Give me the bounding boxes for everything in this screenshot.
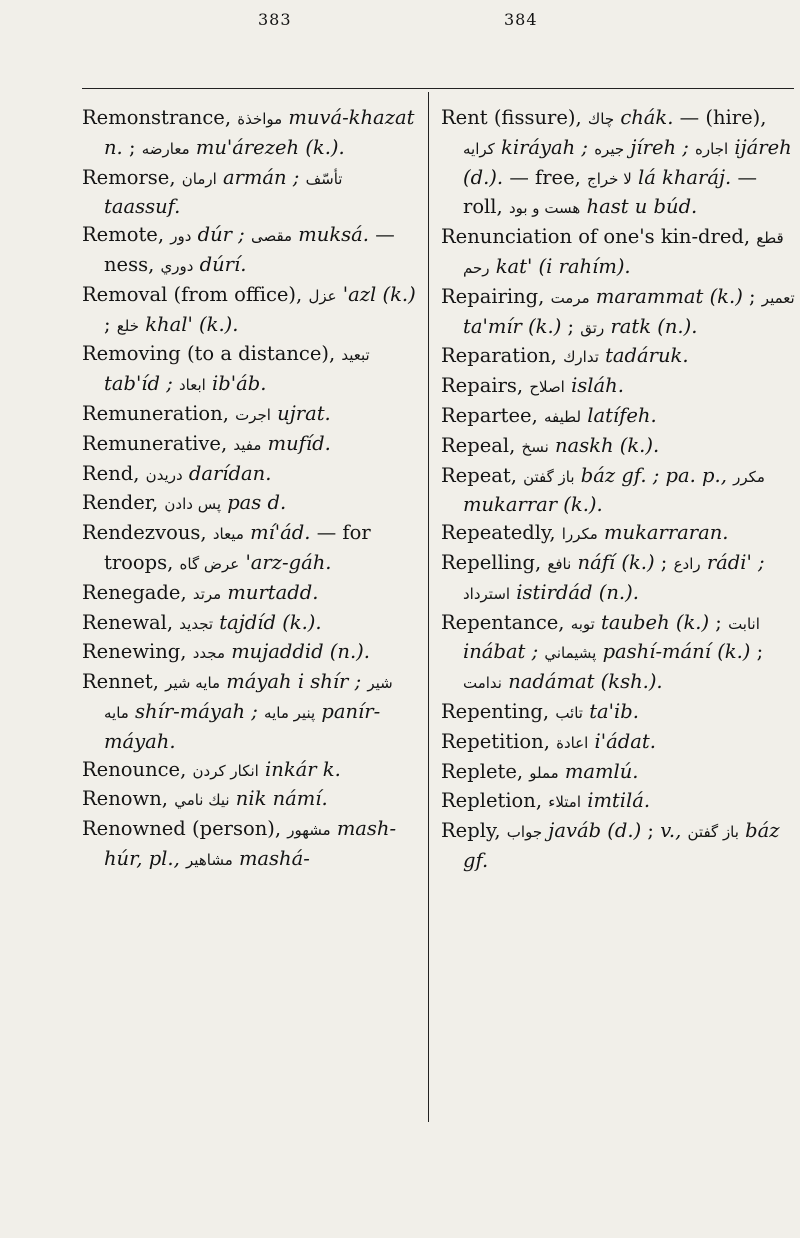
gloss-text: (fissure),: [493, 106, 582, 129]
persian-script: رادع: [673, 554, 701, 573]
transliteration: báz gf.: [463, 819, 780, 872]
transliteration: kiráyah ;: [501, 135, 588, 159]
dictionary-entry: [441, 104, 796, 223]
dictionary-entry: [441, 432, 796, 462]
dictionary-entry: [441, 758, 796, 788]
gloss-text: of one's kin-dred,: [578, 225, 751, 249]
headword: Rendezvous,: [82, 521, 207, 545]
transliteration: báz gf. ;: [580, 463, 660, 487]
persian-script: اجاره: [695, 139, 729, 158]
gloss-text: — free,: [509, 165, 581, 189]
persian-script: رتق: [580, 318, 605, 337]
transliteration: dúrí.: [199, 252, 247, 276]
dictionary-entry: [441, 283, 796, 343]
persian-script: عرض گاه: [179, 554, 240, 573]
transliteration: mashá-: [238, 846, 310, 870]
transliteration: kat' (i rahím).: [495, 254, 631, 278]
headword: Repenting,: [441, 699, 550, 723]
headword: Removing: [82, 342, 181, 366]
persian-script: دور: [170, 227, 192, 246]
persian-script: لطيفه: [543, 407, 582, 426]
left-column: [82, 104, 416, 875]
headword: Renowned: [82, 817, 186, 841]
persian-script: مرمت: [550, 288, 590, 307]
dictionary-entry: [441, 519, 796, 549]
dictionary-entry: [441, 698, 796, 728]
transliteration: marammat: [595, 284, 704, 308]
transliteration: latífeh.: [587, 403, 657, 427]
dictionary-entry: [82, 340, 416, 400]
dictionary-entry: [82, 638, 416, 668]
dictionary-entry: [82, 400, 416, 430]
transliteration: darídan.: [188, 461, 272, 485]
headword: Remuneration,: [82, 401, 229, 425]
persian-script: مرتد: [192, 584, 222, 603]
transliteration: muvá-khazat: [288, 106, 415, 129]
dictionary-entry: [82, 460, 416, 490]
transliteration: muksá.: [298, 223, 369, 247]
dictionary-entry: [82, 281, 416, 341]
persian-script: پشيماني: [544, 644, 597, 663]
transliteration: ujrat.: [277, 401, 331, 425]
persian-script: مجدد: [192, 644, 225, 663]
dictionary-entry: [82, 221, 416, 281]
transliteration: ratk: [610, 314, 652, 338]
grammar-abbrev: n.: [104, 135, 123, 159]
persian-script: نسخ: [521, 437, 549, 456]
persian-script: ارمان: [181, 169, 217, 188]
dictionary-entry: [82, 668, 416, 755]
persian-script: مفيد: [233, 435, 262, 454]
dictionary-entry: [82, 756, 416, 786]
header-rule: [82, 88, 794, 89]
gloss-text: ;: [749, 284, 756, 308]
persian-script: اصلاح: [529, 378, 565, 397]
persian-script: انكار كردن: [192, 761, 259, 780]
gloss-text: ;: [660, 550, 668, 574]
grammar-abbrev: v.,: [660, 819, 682, 843]
headword: Repairing,: [441, 284, 545, 308]
persian-script: مايه شير: [165, 674, 221, 693]
headword: Remorse,: [82, 165, 176, 189]
gloss-text: — roll,: [463, 165, 757, 219]
transliteration: nik námí.: [235, 787, 328, 811]
transliteration: ib'áb.: [212, 372, 267, 396]
transliteration: mash-húr,: [104, 817, 397, 870]
dictionary-entry: [441, 223, 796, 283]
persian-script: امتلاء: [548, 793, 581, 812]
persian-script: نافع: [547, 554, 572, 573]
persian-script: جواب: [506, 823, 543, 842]
dictionary-entry: [82, 519, 416, 579]
transliteration: tadáruk.: [605, 344, 689, 368]
grammar-abbrev: (ksh.).: [600, 670, 663, 694]
dictionary-entry: [441, 728, 796, 758]
transliteration: inábat ;: [463, 640, 539, 664]
transliteration: armán ;: [222, 165, 300, 189]
persian-script: جيره: [594, 139, 625, 158]
dictionary-entry: [441, 609, 796, 698]
dictionary-entry: [82, 164, 416, 222]
headword: Repetition,: [441, 729, 550, 753]
right-column: [441, 104, 796, 875]
dictionary-entry: [82, 815, 416, 875]
grammar-abbrev: (d.).: [463, 165, 504, 189]
persian-script: ابعاد: [179, 376, 206, 395]
persian-script: استرداد: [463, 584, 511, 603]
headword: Repeat,: [441, 463, 517, 487]
gloss-text: ;: [567, 314, 575, 338]
grammar-abbrev: (d.): [607, 819, 642, 843]
transliteration: javáb: [548, 819, 602, 843]
headword: Render,: [82, 491, 159, 515]
dictionary-entry: [441, 402, 796, 432]
persian-script: پس دادن: [164, 495, 221, 514]
page-number-left: 383: [258, 10, 292, 29]
transliteration: mukarrar: [463, 493, 558, 517]
transliteration: 'arz-gáh.: [245, 550, 332, 574]
persian-script: باز گفتن: [523, 467, 575, 486]
headword: Renewal,: [82, 610, 174, 634]
grammar-abbrev: (k.): [382, 282, 416, 306]
persian-script: ندامت: [463, 674, 502, 693]
persian-script: هست و بود: [508, 199, 581, 218]
transliteration: ta'ib.: [589, 699, 639, 723]
transliteration: mujaddid: [231, 640, 324, 664]
gloss-text: — for troops,: [104, 521, 371, 574]
dictionary-entry: [441, 462, 796, 520]
persian-script: اجرت: [235, 405, 271, 424]
transliteration: i'ádat.: [594, 729, 656, 753]
gloss-text: ;: [128, 135, 136, 159]
gloss-text: ;: [715, 610, 722, 634]
dictionary-entry: [441, 342, 796, 372]
headword: Reparation,: [441, 344, 557, 368]
transliteration: taassuf.: [104, 195, 181, 219]
grammar-abbrev: (k.).: [305, 135, 345, 159]
column-divider: [428, 92, 429, 1122]
persian-script: تبعيد: [341, 346, 370, 365]
headword: Remonstrance,: [82, 106, 232, 129]
gloss-text: ;: [104, 312, 111, 336]
headword: Repeal,: [441, 433, 516, 457]
persian-script: نيك نامي: [174, 791, 230, 810]
headword: Renunciation: [441, 225, 573, 249]
transliteration: hast u búd.: [586, 195, 698, 219]
transliteration: mufíd.: [267, 431, 331, 455]
grammar-abbrev: (n.).: [598, 580, 639, 604]
transliteration: lá kharáj.: [637, 165, 732, 189]
transliteration: murtadd.: [227, 580, 319, 604]
transliteration: mamlú.: [564, 759, 639, 783]
transliteration: chák.: [620, 106, 674, 129]
persian-script: مكرر: [733, 467, 765, 486]
headword: Repeatedly,: [441, 521, 556, 545]
gloss-text: —ness,: [104, 223, 395, 276]
transliteration: imtilá.: [587, 789, 651, 813]
persian-script: انابت: [728, 614, 760, 633]
transliteration: máyah i shír ;: [226, 670, 362, 694]
persian-script: مواخذة: [237, 110, 283, 128]
transliteration: istirdád: [516, 580, 593, 604]
transliteration: isláh.: [571, 374, 624, 398]
persian-script: ميعاد: [212, 525, 244, 544]
grammar-abbrev: (k.).: [619, 433, 660, 457]
dictionary-entry: [82, 430, 416, 460]
persian-script: عزل: [308, 286, 337, 305]
transliteration: tab'íd ;: [104, 372, 173, 396]
transliteration: taubeh: [601, 610, 670, 634]
gloss-text: (from office),: [173, 282, 303, 306]
grammar-abbrev: (k.): [717, 640, 751, 664]
headword: Reply,: [441, 819, 501, 843]
headword: Renewing,: [82, 640, 187, 664]
transliteration: inkár k.: [265, 757, 341, 781]
gloss-text: (to a distance),: [186, 342, 336, 366]
transliteration: mukarraran.: [604, 521, 729, 545]
dictionary-entry: [82, 579, 416, 609]
headword: Renown,: [82, 787, 168, 811]
headword: Remote,: [82, 223, 165, 247]
dictionary-entry: [441, 549, 796, 609]
headword: Renegade,: [82, 580, 187, 604]
persian-script: تعمير: [761, 288, 795, 307]
headword: Remunerative,: [82, 431, 228, 455]
transliteration: mí'ád.: [250, 521, 311, 545]
gloss-text: (person),: [192, 817, 282, 841]
grammar-abbrev: (k.).: [199, 312, 239, 336]
persian-script: لا خراج: [587, 169, 632, 188]
persian-script: تجديد: [179, 614, 214, 633]
transliteration: naskh: [554, 433, 614, 457]
transliteration: dúr ;: [197, 223, 245, 247]
grammar-abbrev: (n.).: [329, 640, 370, 664]
transliteration: shír-máyah ;: [135, 699, 258, 723]
transliteration: jíreh ;: [630, 135, 689, 159]
dictionary-entry: [82, 489, 416, 519]
gloss-text: ;: [647, 819, 654, 843]
dictionary-entry: [82, 609, 416, 639]
persian-script: مملو: [529, 763, 559, 782]
persian-script: مشاهير: [186, 850, 233, 869]
persian-script: مقصى: [250, 227, 293, 246]
persian-script: مشهور: [287, 821, 331, 840]
grammar-abbrev: (k.).: [282, 610, 322, 634]
persian-script: قطع رحم: [463, 229, 784, 277]
persian-script: خلع: [116, 316, 140, 335]
dictionary-entry: [441, 817, 796, 875]
dictionary-entry: [441, 372, 796, 402]
transliteration: ta'mír: [463, 314, 522, 338]
persian-script: مكررا: [561, 525, 598, 544]
transliteration: pashí-mání: [602, 640, 711, 664]
persian-script: دوري: [160, 256, 194, 275]
headword: Repairs,: [441, 374, 524, 398]
persian-script: توبه: [570, 614, 595, 633]
transliteration: 'azl: [342, 282, 377, 306]
headword: Rennet,: [82, 670, 159, 694]
headword: Rend,: [82, 461, 140, 485]
persian-script: تأسّف: [305, 169, 343, 188]
gloss-text: — (hire),: [679, 106, 767, 129]
persian-script: كرايه: [463, 139, 495, 158]
persian-script: باز گفتن: [687, 823, 739, 842]
persian-script: تائب: [555, 703, 583, 722]
headword: Repentance,: [441, 610, 565, 634]
persian-script: پنير مايه: [264, 703, 316, 722]
headword: Removal: [82, 282, 168, 306]
persian-script: شير مايه: [104, 674, 393, 722]
persian-script: معارضه: [141, 139, 190, 158]
grammar-abbrev: (k.): [528, 314, 562, 338]
persian-script: اعادة: [556, 733, 589, 752]
persian-script: دريدن: [145, 465, 183, 484]
headword: Repelling,: [441, 550, 542, 574]
dictionary-entry: [82, 785, 416, 815]
persian-script: چاك: [587, 110, 615, 128]
transliteration: náfí: [577, 550, 616, 574]
headword: Replete,: [441, 759, 524, 783]
transliteration: khal': [145, 312, 193, 336]
grammar-abbrev: pa. p.,: [665, 463, 727, 487]
transliteration: ijáreh: [734, 135, 792, 159]
transliteration: tajdíd: [219, 610, 276, 634]
transliteration: pas d.: [227, 491, 287, 515]
grammar-abbrev: (n.).: [657, 314, 698, 338]
grammar-abbrev: pl.,: [148, 846, 180, 870]
persian-script: تدارك: [563, 348, 599, 367]
headword: Rent: [441, 106, 488, 129]
grammar-abbrev: (k.): [709, 284, 743, 308]
headword: Renounce,: [82, 757, 187, 781]
grammar-abbrev: (k.).: [563, 493, 603, 517]
dictionary-entry: [82, 104, 416, 164]
grammar-abbrev: (k.): [621, 550, 655, 574]
transliteration: mu'árezeh: [195, 135, 300, 159]
transliteration: nadámat: [508, 670, 595, 694]
transliteration: rádi' ;: [706, 550, 765, 574]
page-number-right: 384: [504, 10, 538, 29]
headword: Repartee,: [441, 403, 538, 427]
headword: Repletion,: [441, 789, 543, 813]
grammar-abbrev: (k.): [675, 610, 710, 634]
transliteration: panír-máyah.: [104, 699, 381, 753]
dictionary-entry: [441, 787, 796, 817]
gloss-text: ;: [756, 640, 764, 664]
